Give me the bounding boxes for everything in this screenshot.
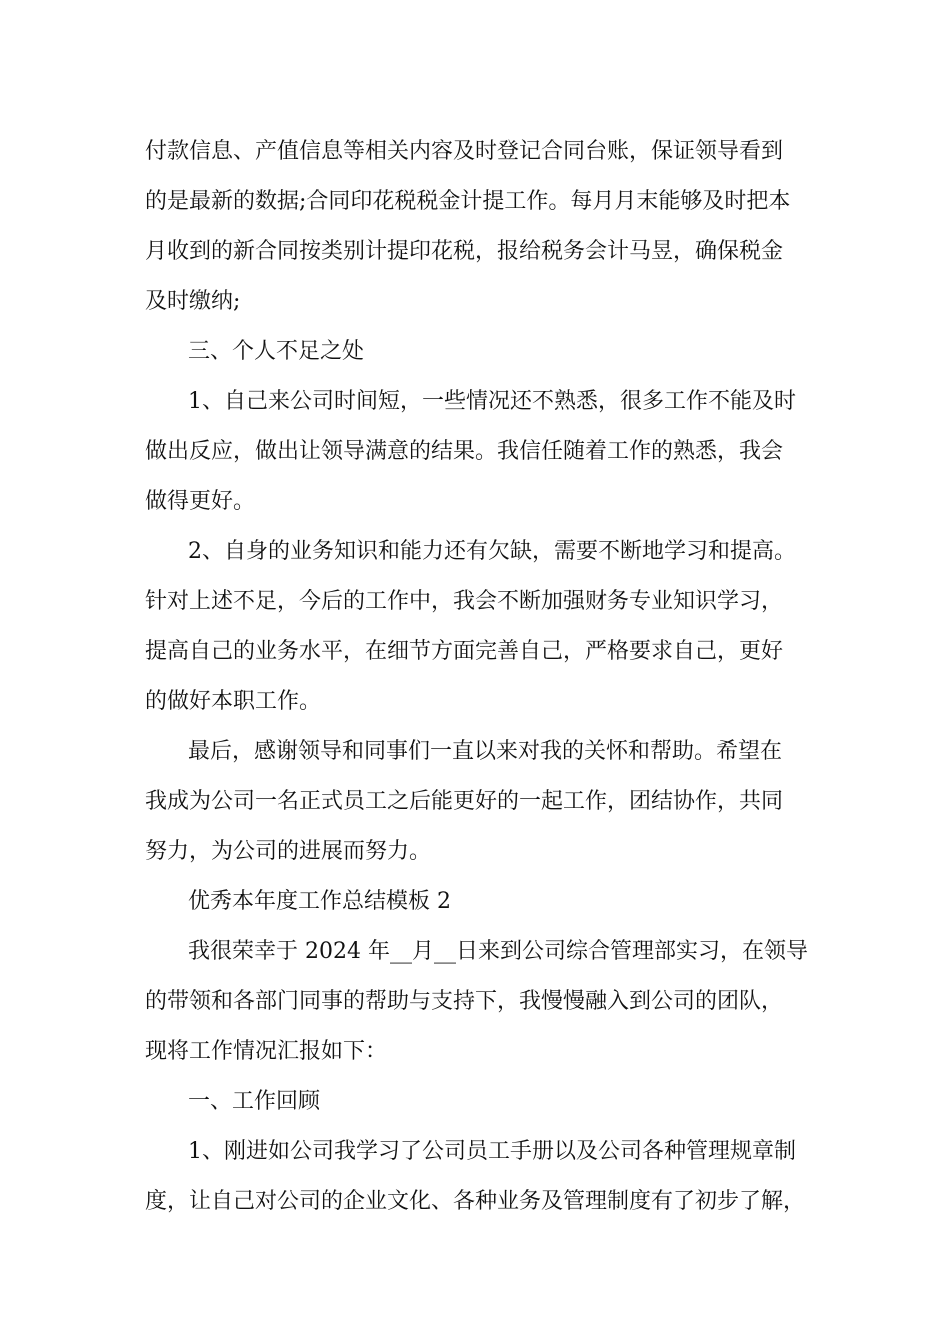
paragraph-line: 的带领和各部门同事的帮助与支持下，我慢慢融入到公司的团队， — [145, 989, 784, 1014]
paragraph-line: 的是最新的数据;合同印花税税金计提工作。每月月末能够及时把本 — [145, 189, 791, 214]
paragraph-line: 最后，感谢领导和同事们一直以来对我的关怀和帮助。希望在 — [188, 739, 783, 764]
paragraph-line: 我成为公司一名正式员工之后能更好的一起工作，团结协作，共同 — [145, 789, 784, 814]
paragraph-line: 做出反应，做出让领导满意的结果。我信任随着工作的熟悉，我会 — [145, 439, 784, 464]
paragraph-line: 现将工作情况汇报如下： — [145, 1039, 388, 1064]
paragraph-line: 的做好本职工作。 — [145, 689, 322, 714]
paragraph-line: 月收到的新合同按类别计提印花税，报给税务会计马昱，确保税金 — [145, 239, 784, 264]
paragraph-line: 付款信息、产值信息等相关内容及时登记合同台账，保证领导看到 — [145, 139, 784, 164]
paragraph-line: 做得更好。 — [145, 489, 256, 514]
paragraph-line: 2、自身的业务知识和能力还有欠缺，需要不断地学习和提高。 — [188, 539, 796, 564]
paragraph-line: 及时缴纳; — [145, 289, 241, 314]
paragraph-line: 我很荣幸于 2024 年__月__日来到公司综合管理部实习，在领导 — [188, 939, 808, 964]
paragraph-line: 度，让自己对公司的企业文化、各种业务及管理制度有了初步了解， — [145, 1189, 806, 1214]
paragraph-line: 努力，为公司的进展而努力。 — [145, 839, 432, 864]
section-heading: 一、工作回顾 — [188, 1089, 321, 1114]
section-title: 优秀本年度工作总结模板 2 — [188, 889, 451, 914]
section-heading: 三、个人不足之处 — [188, 339, 365, 364]
paragraph-line: 1、刚进如公司我学习了公司员工手册以及公司各种管理规章制 — [188, 1139, 796, 1164]
paragraph-line: 提高自己的业务水平，在细节方面完善自己，严格要求自己，更好 — [145, 639, 784, 664]
paragraph-line: 1、自己来公司时间短，一些情况还不熟悉，很多工作不能及时 — [188, 389, 796, 414]
paragraph-line: 针对上述不足，今后的工作中，我会不断加强财务专业知识学习， — [145, 589, 784, 614]
